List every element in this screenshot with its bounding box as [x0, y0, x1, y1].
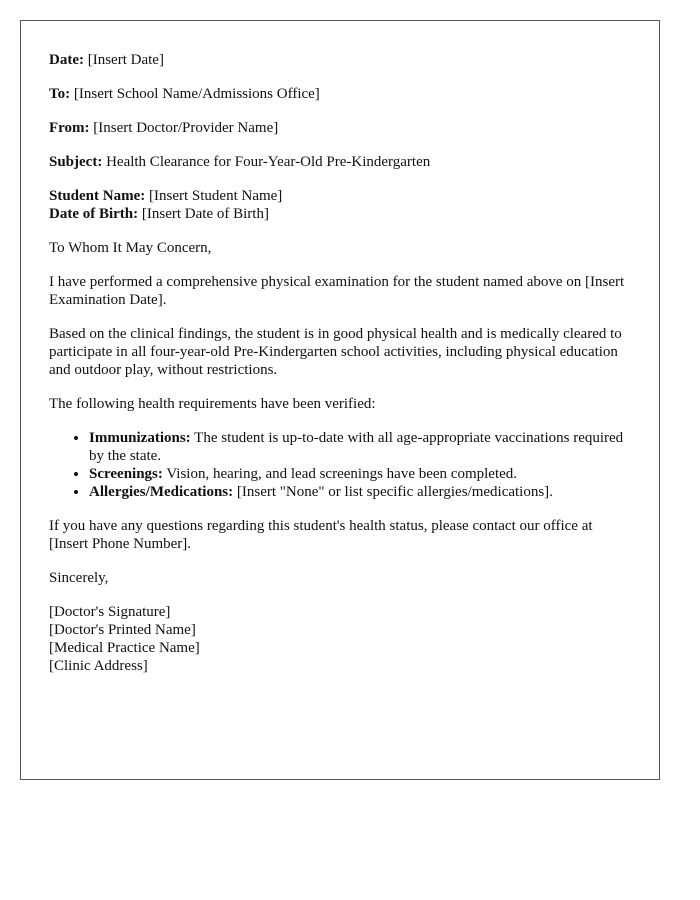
paragraph-contact: If you have any questions regarding this student's health status, please contact our office at [Insert Phone Number]. [49, 518, 593, 552]
student-info [49, 187, 631, 223]
immunizations-text: The student is up-to-date with all age-appropriate vaccinations required by the state. [89, 430, 624, 464]
printed-name-line: [Doctor's Printed Name] [49, 622, 196, 638]
to-line [49, 85, 631, 103]
requirements-list [49, 429, 631, 501]
letter-document [20, 20, 660, 780]
screenings-label: Screenings: [89, 466, 163, 482]
immunizations-label: Immunizations: [89, 430, 191, 446]
from-value: [Insert Doctor/Provider Name] [93, 120, 279, 136]
list-item-immunizations [89, 429, 631, 465]
allergies-text: [Insert "None" or list specific allergies/medications]. [236, 484, 553, 500]
student-name-line [49, 187, 631, 205]
date-line [49, 51, 631, 69]
subject-label: Subject: [49, 154, 103, 170]
paragraph-examination: I have performed a comprehensive physical examination for the student named above on [Insert Examination Date]. [49, 274, 625, 308]
to-value: [Insert School Name/Admissions Office] [73, 86, 320, 102]
student-name-label: Student Name: [49, 188, 146, 204]
dob-line [49, 205, 631, 223]
salutation: To Whom It May Concern, [49, 240, 212, 256]
clinic-address-line: [Clinic Address] [49, 658, 148, 674]
screenings-text: Vision, hearing, and lead screenings have been completed. [166, 466, 518, 482]
date-value: [Insert Date] [87, 52, 164, 68]
signature-line: [Doctor's Signature] [49, 604, 171, 620]
list-item-allergies [89, 483, 631, 501]
dob-value: [Insert Date of Birth] [141, 206, 269, 222]
from-line [49, 119, 631, 137]
dob-label: Date of Birth: [49, 206, 139, 222]
from-label: From: [49, 120, 90, 136]
date-label: Date: [49, 52, 84, 68]
allergies-label: Allergies/Medications: [89, 484, 234, 500]
student-name-value: [Insert Student Name] [149, 188, 283, 204]
paragraph-clearance: Based on the clinical findings, the student is in good physical health and is medically cleared to participate in all four-year-old Pre-Kindergarten school activities, including physical education and outdoor play, without restrictions. [49, 326, 622, 378]
practice-name-line: [Medical Practice Name] [49, 640, 200, 656]
closing: Sincerely, [49, 570, 109, 586]
signature-block [49, 603, 631, 675]
to-label: To: [49, 86, 71, 102]
list-item-screenings [89, 465, 631, 483]
paragraph-requirements-intro: The following health requirements have been verified: [49, 396, 376, 412]
subject-line [49, 153, 631, 171]
subject-value: Health Clearance for Four-Year-Old Pre-Kindergarten [106, 154, 431, 170]
